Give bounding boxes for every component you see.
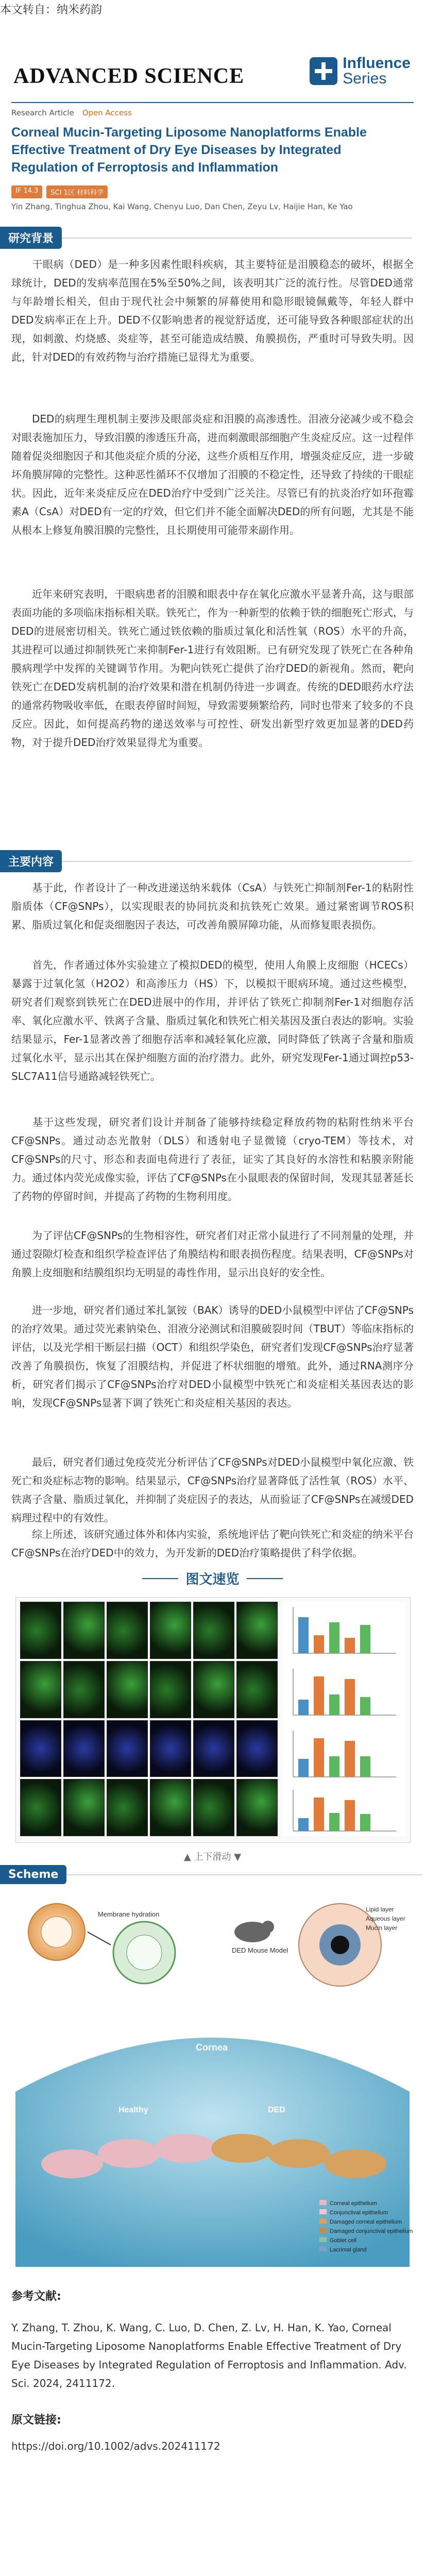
plus-logo-icon — [310, 57, 337, 85]
micrograph-tile — [236, 1602, 278, 1659]
micrograph-tile — [107, 1779, 148, 1836]
paragraph-c1 — [11, 878, 414, 934]
aqueous-layer-label: Aqueous layer — [366, 1915, 405, 1922]
micrograph-tile — [193, 1720, 234, 1777]
paragraph-text: 进一步地，研究者们通过苯扎氯铵（BAK）诱导的DED小鼠模型中评估了CF@SNPs的治疗效果。通过荧光素钠染色、泪液分泌测试和泪膜破裂时间（TBUT）等临床指标的评估，以及光学相干断层扫描（OCT）和组织学染色，研究者们发现CF@SNPs治疗显著改善了角膜损伤，恢复了泪膜结构，并促进了杯状细胞的增殖。此外，通过RNA测序分析，研究者们揭示了CF@SNPs治疗对DED小鼠模型中铁死亡和炎症相关基因表达的影响，发现CF@SNPs显著下调了铁死亡和炎症相关基因的表达。 — [11, 1304, 414, 1409]
micrograph-tile — [150, 1720, 191, 1777]
micrograph-tile — [150, 1779, 191, 1836]
open-access-badge: Open Access — [82, 108, 132, 117]
figure-side-charts — [283, 1602, 405, 1836]
section-divider — [62, 238, 412, 239]
cornea-label: Cornea — [196, 2042, 228, 2053]
paragraph-c5 — [11, 1301, 414, 1412]
paragraph-text: 为了评估CF@SNPs的生物相容性，研究者们对正常小鼠进行了不同剂量的处理，并通过裂隙灯检查和组织学检查评估了角膜结构和眼表损伤程度。结果表明，CF@SNPs对角膜上皮细胞和结膜组织均无明显的毒性作用，显示出良好的安全性。 — [11, 1229, 414, 1279]
impact-factor-tag: IF 14.3 — [11, 185, 42, 198]
section-divider — [66, 1874, 422, 1875]
swipe-arrow-down-icon: ▼ — [231, 1852, 242, 1862]
section-title: 主要内容 — [0, 850, 62, 872]
legend-item: Corneal epithelium — [330, 2200, 377, 2207]
influence-line2: Series — [343, 70, 387, 87]
arrow-icon — [88, 1932, 111, 1945]
legend-item: Damaged corneal epithelium — [330, 2219, 402, 2225]
influence-text — [343, 56, 411, 87]
swipe-hint — [0, 1850, 425, 1863]
micrograph-tile — [236, 1661, 278, 1718]
micrograph-tile — [193, 1602, 234, 1659]
swipe-hint-text: 上下滑动 — [194, 1852, 231, 1862]
paragraph-bg2 — [11, 410, 414, 539]
membrane-label: Membrane hydration — [98, 1910, 160, 1918]
journal-header — [11, 52, 414, 98]
doi-link[interactable]: https://doi.org/10.1002/advs.202411172 — [11, 2440, 220, 2452]
micrograph-tile — [20, 1602, 61, 1659]
paragraph-text: 基于这些发现，研究者们设计并制备了能够持续稳定释放药物的粘附性纳米平台CF@SNPs。通过动态光散射（DLS）和透射电子显微镜（cryo-TEM）等技术，对CF@SNPs的尺寸、形态和表面电荷进行了表征，证实了其良好的水溶性和粘膜亲附能力。通过体内荧光成像实验，评估了CF@SNPs在小鼠眼表的保留时间，发现其显著延长了药物的停留时间，并提高了药物的生物利用度。 — [11, 1116, 414, 1202]
paragraph-text: 最后，研究者们通过免疫荧光分析评估了CF@SNPs对DED小鼠模型中氧化应激、铁死亡和炎症标志物的影响。结果显示，CF@SNPs治疗显著降低了活性氧（ROS）水平、铁离子含量、脂质过氧化，并抑制了炎症因子的表达，从而验证了CF@SNPs在减缓DED病理过程中的有效性。 — [11, 1456, 414, 1524]
section-header-scheme — [0, 1865, 422, 1884]
author-list: Yin Zhang, Tinghua Zhou, Kai Wang, Chenyu Luo, Dan Chen, Zeyu Lv, Haijie Han, Ke Yao — [11, 202, 353, 211]
paragraph-c6 — [11, 1453, 414, 1527]
nanoparticle-icon — [113, 1922, 175, 1984]
paragraph-c3 — [11, 1113, 414, 1206]
micrograph-tile — [107, 1661, 148, 1718]
article-meta — [11, 108, 132, 117]
heading-bar-right — [247, 1578, 283, 1579]
ded-model-label: DED Mouse Model — [232, 1946, 288, 1954]
micrograph-tile — [63, 1602, 105, 1659]
legend-item: Lacrimal gland — [330, 2247, 367, 2253]
journal-title: ADVANCED SCIENCE — [13, 64, 245, 88]
figure-scroll-panel[interactable] — [15, 1597, 411, 1843]
paragraph-text: 近年来研究表明，干眼病患者的泪膜和眼表中存在氧化应激水平显著升高，这与眼部表面功能的多项临床指标相关联。铁死亡，作为一种新型的依赖于铁的细胞死亡形式，与DED的进展密切相关。铁死亡通过铁依赖的脂质过氧化和活性氧（ROS）水平的升高，其进程可以通过抑制铁死亡来抑制Fer-1进行有效阻断。已有研究发现了铁死亡在各种角膜病理学中发挥的关键调节作用。为靶向铁死亡提供了治疗DED的新视角。然而，靶向铁死亡在DED发病机制的治疗效果和潜在机制仍待进一步调查。传统的DED眼药水疗法的通常药物吸收率低，在眼表停留时间短，导致需要频繁给药，同时也带来了较多的不良反应。因此，如何提高药物的递送效率与可控性、研发出新型疗效更加显著的DED药物，对于提升DED治疗效果显得尤为重要。 — [11, 588, 414, 749]
micrograph-tile — [193, 1779, 234, 1836]
header-divider — [11, 102, 414, 103]
heading-bar-left — [142, 1578, 178, 1579]
micrograph-tile — [107, 1602, 148, 1659]
paragraph-text: 干眼病（DED）是一种多因素性眼科疾病，其主要特征是泪膜稳态的破坏，根据全球统计，DED的发病率范围在5%至50%之间，该表明其广泛的流行性。尽管DED通常与年龄增长相关，但由于现代社会中频繁的屏幕使用和隐形眼镜佩戴等，年轻人群中DED发病率正在上升。DED不仅影响患者的视觉舒适度，还可能导致各种眼部症状的出现，如刺激、灼烧感、炎症等，甚至可能造成结膜、角膜损伤，严重时可导致失明。因此，针对DED的有效药物与治疗措施已显得尤为重要。 — [11, 258, 414, 363]
micrograph-tile — [20, 1661, 61, 1718]
figure-heading-text: 图文速览 — [185, 1572, 240, 1587]
influence-series-logo — [310, 56, 411, 87]
mouse-icon — [234, 1921, 274, 1942]
tag-row — [11, 185, 108, 198]
section-header-background — [0, 227, 412, 249]
micrograph-tile — [20, 1720, 61, 1777]
section-title: Scheme — [0, 1865, 66, 1884]
section-divider — [62, 861, 412, 862]
paragraph-bg1 — [11, 255, 414, 366]
section-title: 研究背景 — [0, 227, 62, 249]
micrograph-tile — [20, 1779, 61, 1836]
paragraph-text: DED的病理生理机制主要涉及眼部炎症和泪膜的高渗透性。泪液分泌减少或不稳会对眼表施加压力，导致泪膜的渗透压升高，进而刺激眼部细胞产生炎症反应。这一过程伴随着促炎细胞因子和其他炎症介质的分泌，这些介质相互作用，增强炎症反应，进一步破坏角膜屏障的完整性。这种恶性循环不仅增加了泪膜的不稳定性，还导致了持续的干眼症状。因此，近年来炎症反应在DED治疗中受到广泛关注。尽管已有的抗炎治疗如环孢霉素A（CsA）对DED有一定的疗效，但它们并不能全面解决DED的所有问题，尤其是不能从根本上修复角膜泪膜的完整性，且长期使用可能带来副作用。 — [11, 413, 414, 536]
micrograph-tile — [63, 1779, 105, 1836]
category-tag: SCI 1区 材料科学 — [46, 185, 108, 198]
legend-item: Conjunctival epithelium — [330, 2210, 388, 2216]
legend-item: Damaged conjunctival epithelium — [330, 2228, 413, 2234]
microscopy-grid — [20, 1602, 278, 1836]
article-type: Research Article — [11, 108, 74, 117]
paragraph-text: 综上所述，该研究通过体外和体内实验，系统地评估了靶向铁死亡和炎症的纳米平台CF@SNPs在治疗DED中的效力，为开发新的DED治疗策略提供了科学依据。 — [11, 1528, 414, 1559]
micrograph-tile — [107, 1720, 148, 1777]
micrograph-tile — [236, 1720, 278, 1777]
references-text: Y. Zhang, T. Zhou, K. Wang, C. Luo, D. Chen, Z. Lv, H. Han, K. Yao, Corneal Mucin-Targeting Liposome Nanoplatforms Enable Effective Treatment of Dry Eye Diseases by Integrated Regulation of Ferroptosis and Inflammation. Adv. Sci. 2024, 2411172. — [11, 2321, 407, 2389]
swipe-arrow-icon: ▲ — [183, 1852, 194, 1862]
source-line: 本文转自：纳米药韵 — [0, 4, 103, 16]
liposome-cluster-icon — [28, 1904, 85, 1960]
paper-title: Corneal Mucin-Targeting Liposome Nanoplatforms Enable Effective Treatment of Dry Eye Diseases by Integrated Regulation of Ferroptosis and Inflammation — [11, 125, 367, 175]
references-title: 参考文献: — [11, 2290, 61, 2303]
legend-item: Goblet cell — [330, 2238, 356, 2244]
paragraph-c2 — [11, 956, 414, 1086]
micrograph-tile — [193, 1661, 234, 1718]
section-header-content — [0, 850, 412, 872]
scheme-svg — [10, 1896, 415, 2272]
paragraph-text: 首先，作者通过体外实验建立了模拟DED的模型，使用人角膜上皮细胞（HCECs）暴露于过氧化氢（H2O2）和高渗压力（HS）下，以模拟干眼病环境。通过这些模型，研究者们观察到铁死亡在DED进展中的作用，并评估了铁死亡抑制剂Fer-1对细胞存活率、氧化应激水平、铁离子含量、脂质过氧化和铁死亡相关基因及蛋白表达的影响。实验结果显示，Fer-1显著改善了细胞存活率和减轻氧化应激，同时降低了铁离子含量和脂质过氧化水平，显示出其在保护细胞方面的治疗潜力。此外，研究发现Fer-1通过调控p53-SLC7A11信号通路减轻铁死亡。 — [11, 959, 414, 1082]
paragraph-c4 — [11, 1226, 414, 1282]
influence-line1: Influence — [343, 55, 411, 72]
micrograph-tile — [150, 1602, 191, 1659]
micrograph-tile — [63, 1661, 105, 1718]
healthy-label: Healthy — [118, 2106, 148, 2114]
micrograph-tile — [63, 1720, 105, 1777]
micrograph-tile — [236, 1779, 278, 1836]
micrograph-tile — [150, 1661, 191, 1718]
lipid-layer-label: Lipid layer — [366, 1906, 394, 1913]
paragraph-text: 基于此，作者设计了一种改进递送纳米载体（CsA）与铁死亡抑制剂Fer-1的粘附性脂质体（CF@SNPs），以实现眼表的协同抗炎和抗铁死亡效果。通过紧密调节ROS积累、脂质过氧化和促炎细胞因子表达，可改善角膜屏障功能，从而修复眼表损伤。 — [11, 882, 414, 931]
paragraph-c7 — [11, 1525, 414, 1562]
bar-charts-svg — [283, 1602, 405, 1836]
paragraph-bg3 — [11, 585, 414, 752]
figure-heading — [0, 1569, 425, 1588]
ded-label: DED — [268, 2106, 285, 2114]
scheme-illustration — [10, 1896, 415, 2272]
link-title: 原文链接: — [11, 2414, 61, 2427]
mucin-layer-label: Mucin layer — [366, 1924, 398, 1931]
